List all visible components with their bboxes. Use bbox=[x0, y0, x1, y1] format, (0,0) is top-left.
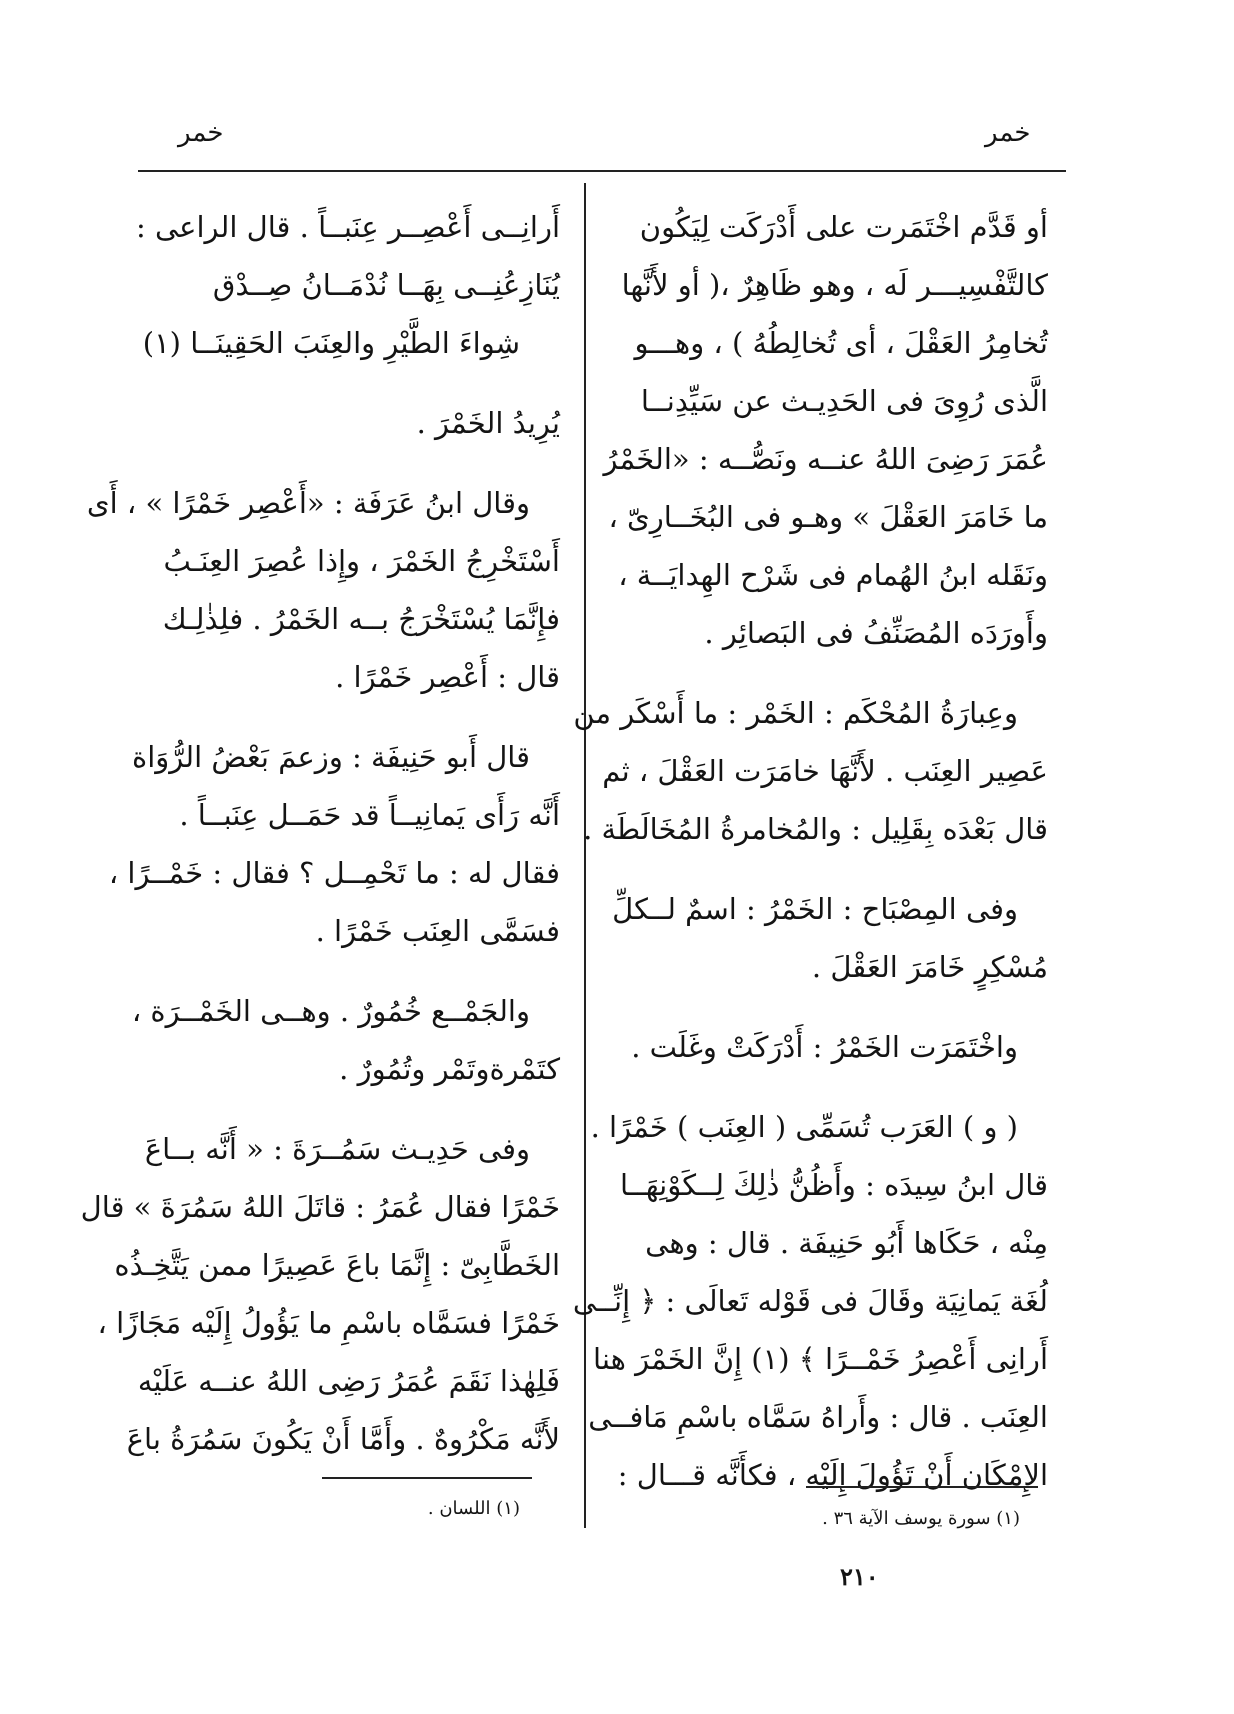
text-line: ما خَامَرَ العَقْلَ » وهـو فى البُخَــارِىّ ، bbox=[608, 500, 1048, 534]
left-column bbox=[80, 198, 560, 1468]
text-line: الإِمْكَان أَنْ تَؤُولَ إِلَيْه ، فكأَنَّه قـــال : bbox=[617, 1458, 1048, 1492]
right-column bbox=[572, 198, 1048, 1504]
paragraph bbox=[603, 198, 1048, 662]
text-line: أَسْتَخْرِجُ الخَمْرَ ، وإِذا عُصِرَ العِنَـبُ bbox=[163, 544, 560, 578]
paragraph bbox=[612, 880, 1048, 996]
text-line: أَنَّه رَأَى يَمانِيــاً قد حَمَــل عِنَبــاً . bbox=[179, 798, 560, 832]
text-line: تُخامِرُ العَقْلَ ، أى تُخالِطُهُ ) ، وهـــو bbox=[634, 326, 1048, 360]
text-line: لُغَة يَمانِيَة وقَالَ فى قَوْله تَعالَى : ﴿ إِنِّــى bbox=[572, 1284, 1048, 1318]
verse-line: يُنَازِعُنِــى بِهَــا نُدْمَــانُ صِــدْق bbox=[212, 268, 560, 302]
footnote-left: (١) اللسان . bbox=[427, 1498, 520, 1519]
header-rule bbox=[138, 170, 1066, 172]
text-line: الَّذى رُوِىَ فى الحَدِيـث عن سَيِّدِنــا bbox=[640, 384, 1048, 418]
verse-line: شِواءَ الطَّيْرِ والعِنَبَ الحَقِينَــا (١) bbox=[142, 326, 520, 360]
text-line: أو قَدَّم اخْتَمَرت على أَدْرَكَت لِيَكُون bbox=[639, 210, 1048, 244]
text-line: قال أَبو حَنِيفَة : وزعمَ بَعْضُ الرُّوَاة bbox=[132, 740, 530, 774]
footnote-rule-right bbox=[806, 1486, 1038, 1488]
footnote-rule-left bbox=[322, 1477, 532, 1479]
text-line: عُمَرَ رَضِىَ اللهُ عنــه ونَصُّــه : «الخَمْرُ bbox=[603, 442, 1048, 476]
text-line: مِنْه ، حَكَاها أَبُو حَنِيفَة . قال : وهى bbox=[645, 1226, 1048, 1260]
text-line: وعِبارَةُ المُحْكَم : الخَمْر : ما أَسْكَر من bbox=[573, 696, 1018, 730]
paragraph bbox=[108, 982, 560, 1098]
text-line: ونَقَله ابنُ الهُمام فى شَرْح الهِدايَــة ، bbox=[618, 558, 1048, 592]
text-line: العِنَب . قال : وأَراهُ سَمَّاه باسْمِ مَافــى bbox=[588, 1400, 1048, 1434]
text-line: يُرِيدُ الخَمْرَ . bbox=[416, 406, 560, 440]
text-line: قال بَعْدَه بِقَلِيل : والمُخامرةُ المُخَالَطَة . bbox=[583, 812, 1048, 846]
text-line: لأَنَّه مَكْرُوهٌ . وأَمَّا أَنْ يَكُونَ سَمُرَةُ باعَ bbox=[126, 1422, 560, 1456]
text-line: وفى حَدِيـث سَمُــرَةَ : « أَنَّه بــاعَ bbox=[144, 1132, 530, 1166]
text-line: وقال ابنُ عَرَفَة : «أَعْصِر خَمْرًا » ، أَى bbox=[86, 486, 530, 520]
paragraph bbox=[108, 198, 560, 256]
paragraph bbox=[108, 728, 560, 960]
text-line: فَلِهٰذا نَقَمَ عُمَرُ رَضِى اللهُ عنــه عَلَيْه bbox=[137, 1364, 560, 1398]
text-line: خَمْرًا فقال عُمَرُ : قاتَلَ اللهُ سَمُرَةَ » قال bbox=[80, 1190, 560, 1224]
text-line: فقال له : ما تَحْمِــل ؟ فقال : خَمْــرًا ، bbox=[108, 856, 560, 890]
text-line: ( و ) العَرَب تُسَمِّى ( العِنَب ) خَمْرًا . bbox=[590, 1110, 1018, 1144]
text-line: مُسْكِرٍ خَامَرَ العَقْلَ . bbox=[811, 950, 1048, 984]
paragraph bbox=[573, 684, 1048, 858]
text-line: قال : أَعْصِر خَمْرًا . bbox=[335, 660, 560, 694]
text-line: قال ابنُ سِيدَه : وأَظُنُّ ذٰلِكَ لِــكَوْنِهَــا bbox=[619, 1168, 1048, 1202]
paragraph bbox=[572, 1098, 1048, 1504]
paragraph bbox=[86, 474, 560, 706]
text-line: فسَمَّى العِنَب خَمْرًا . bbox=[315, 914, 560, 948]
running-head-left: خمر bbox=[178, 118, 224, 148]
text-line: والجَمْــع خُمُورٌ . وهــى الخَمْــرَة ، bbox=[131, 994, 530, 1028]
page-number: ٢١٠ bbox=[840, 1562, 879, 1591]
paragraph bbox=[80, 1120, 560, 1468]
text-line: كالتَّفْسِيـــر لَه ، وهو ظَاهِرٌ ،( أو لأَنَّها bbox=[621, 268, 1048, 302]
text-line: عَصِير العِنَب . لأَنَّهَا خامَرَت العَقْلَ ، ثم bbox=[602, 754, 1048, 788]
text-line: أَرانِــى أَعْصِــر عِنَبــاً . قال الراعى : bbox=[136, 210, 560, 244]
text-line: خَمْرًا فسَمَّاه باسْمِ ما يَؤُولُ إِلَيْه مَجَازًا ، bbox=[97, 1306, 560, 1340]
text-line: فإِنَّمَا يُسْتَخْرَجُ بــه الخَمْرُ . فلِذٰلِـك bbox=[162, 602, 560, 636]
paragraph bbox=[108, 394, 560, 452]
text-line: وفى المِصْبَاح : الخَمْرُ : اسمٌ لــكلِّ bbox=[612, 892, 1018, 926]
verse bbox=[108, 256, 560, 372]
footnote-right: (١) سورة يوسف الآية ٣٦ . bbox=[822, 1508, 1020, 1529]
text-line: كتَمْرةوتَمْر وتُمُورٌ . bbox=[339, 1052, 560, 1086]
text-line: واخْتَمَرَت الخَمْرُ : أَدْرَكَتْ وغَلَت . bbox=[631, 1030, 1018, 1064]
text-line: وأَورَدَه المُصَنِّفُ فى البَصائِر . bbox=[704, 616, 1048, 650]
running-head-right: خمر bbox=[985, 118, 1031, 148]
paragraph bbox=[626, 1018, 1048, 1076]
text-line: الخَطَّابِىّ : إِنَّمَا باعَ عَصِيرًا ممن يَتَّخِـذُه bbox=[114, 1248, 560, 1282]
text-line: أَرانِى أَعْصِرُ خَمْــرًا ﴾ (١) إِنَّ الخَمْرَ هنا bbox=[593, 1342, 1048, 1376]
